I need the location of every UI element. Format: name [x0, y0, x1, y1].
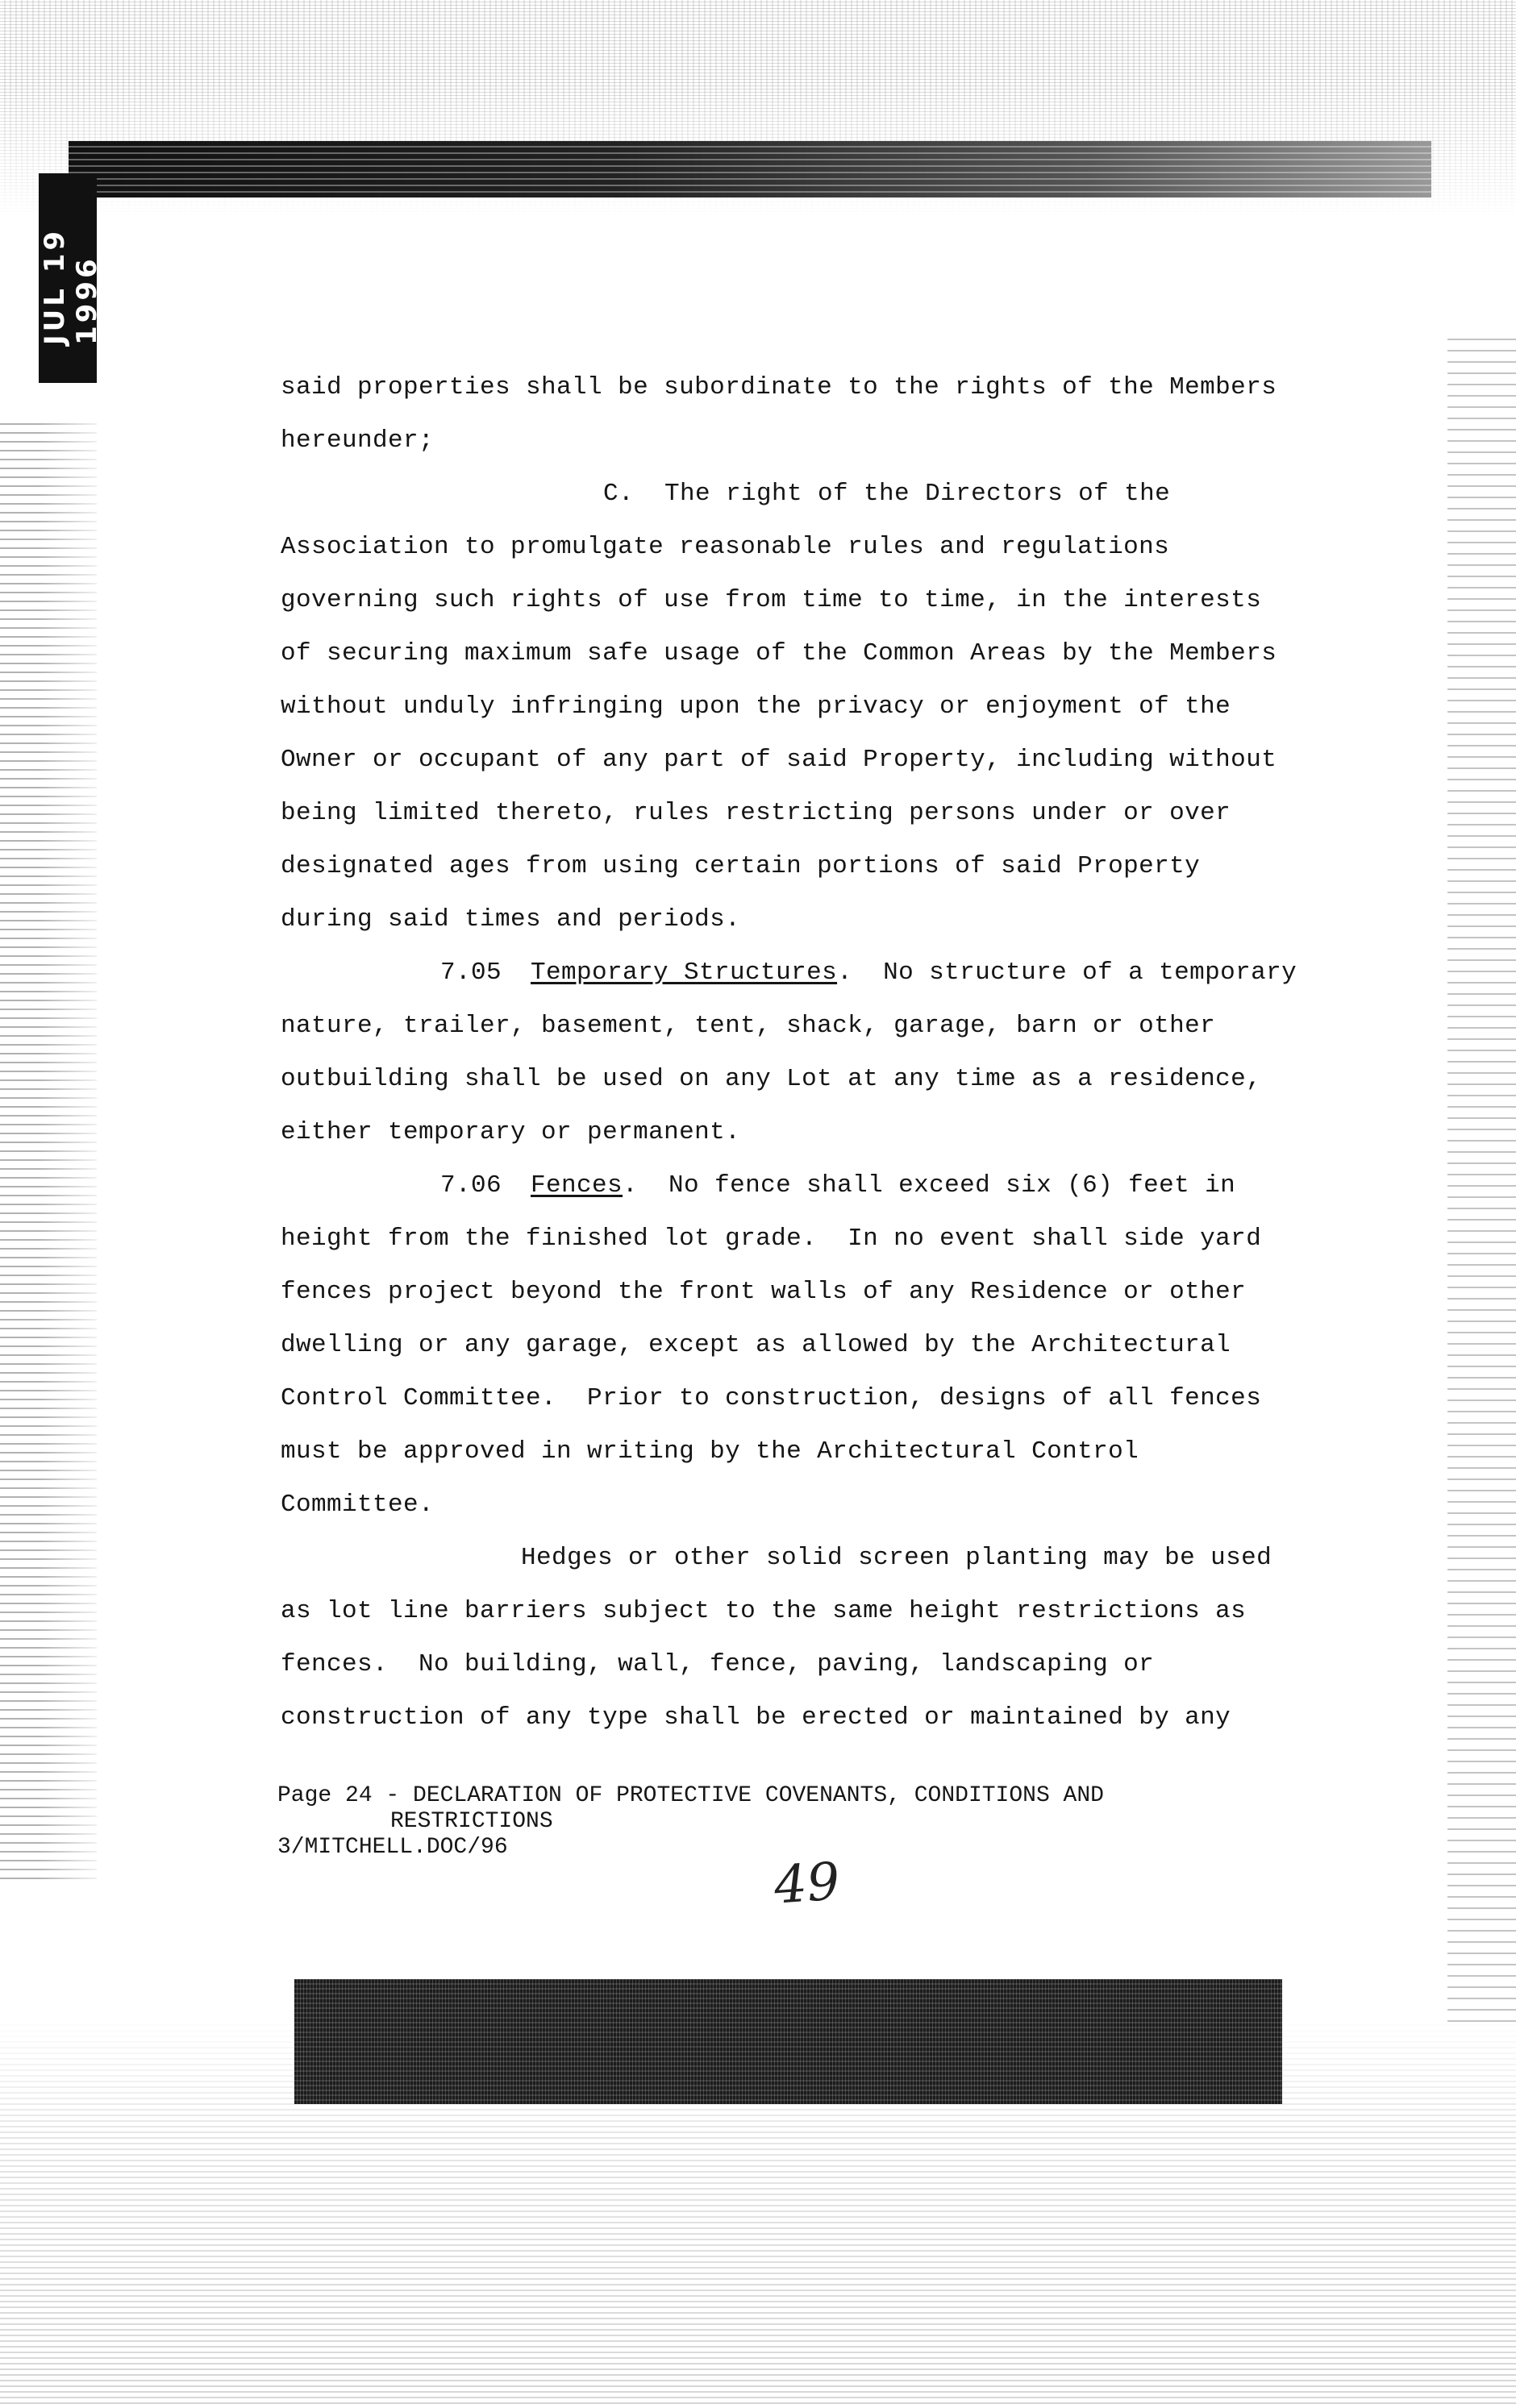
body-line: without unduly infringing upon the privacy or enjoyment of the [281, 692, 1231, 721]
document-body [281, 361, 1329, 1745]
body-line: either temporary or permanent. [281, 1118, 741, 1146]
body-line: of securing maximum safe usage of the Common Areas by the Members [281, 639, 1277, 668]
date-stamp-text: JUL 19 1996 [39, 227, 103, 345]
body-line: nature, trailer, basement, tent, shack, garage, barn or other [281, 1012, 1216, 1040]
section-7-06-heading-line [281, 1159, 1329, 1212]
body-line: Association to promulgate reasonable rules and regulations [281, 533, 1170, 561]
section-number: 7.05 [440, 959, 502, 987]
body-line: designated ages from using certain portions of said Property [281, 852, 1201, 880]
footer-title-continuation: RESTRICTIONS [390, 1809, 553, 1834]
body-line: being limited thereto, rules restricting persons under or over [281, 799, 1231, 827]
section-first-line: . No structure of a temporary [837, 959, 1297, 987]
body-line: said properties shall be subordinate to the rights of the Members [281, 373, 1277, 401]
section-7-05-heading-line [281, 946, 1329, 1000]
body-line: fences. No building, wall, fence, paving, landscaping or [281, 1650, 1155, 1678]
page-footer [277, 1783, 1366, 1861]
handwritten-page-number: 49 [772, 1852, 842, 1916]
body-line: as lot line barriers subject to the same height restrictions as [281, 1597, 1247, 1625]
body-line: height from the finished lot grade. In no event shall side yard [281, 1225, 1262, 1253]
section-heading: Temporary Structures [531, 959, 838, 987]
body-line: fences project beyond the front walls of any Residence or other [281, 1278, 1247, 1306]
body-line: construction of any type shall be erected or maintained by any [281, 1703, 1231, 1732]
scan-right-edge-marks [1447, 339, 1516, 2032]
body-line: during said times and periods. [281, 905, 741, 934]
section-heading: Fences [531, 1171, 623, 1200]
body-line: outbuilding shall be used on any Lot at any time as a residence, [281, 1065, 1262, 1093]
body-line: dwelling or any garage, except as allowed by the Architectural [281, 1331, 1231, 1359]
body-line: must be approved in writing by the Architectural Control [281, 1437, 1139, 1466]
body-line: Owner or occupant of any part of said Property, including without [281, 746, 1277, 774]
footer-file-reference: 3/MITCHELL.DOC/96 [277, 1835, 508, 1860]
scan-band-stripes [69, 141, 1431, 198]
footer-title-line: Page 24 - DECLARATION OF PROTECTIVE COVENANTS, CONDITIONS AND [277, 1783, 1104, 1808]
scan-left-edge-marks [0, 419, 97, 1886]
clause-c-line: C. The right of the Directors of the [603, 480, 1171, 508]
scan-dark-block-bottom [294, 1979, 1282, 2104]
body-line: governing such rights of use from time to time, in the interests [281, 586, 1262, 614]
section-first-line: . No fence shall exceed six (6) feet in [623, 1171, 1236, 1200]
hedges-paragraph-first-line: Hedges or other solid screen planting may be used [521, 1544, 1272, 1572]
body-line: Control Committee. Prior to construction, designs of all fences [281, 1384, 1262, 1412]
section-number: 7.06 [440, 1171, 502, 1200]
body-line: hereunder; [281, 426, 435, 455]
body-line: Committee. [281, 1491, 435, 1519]
